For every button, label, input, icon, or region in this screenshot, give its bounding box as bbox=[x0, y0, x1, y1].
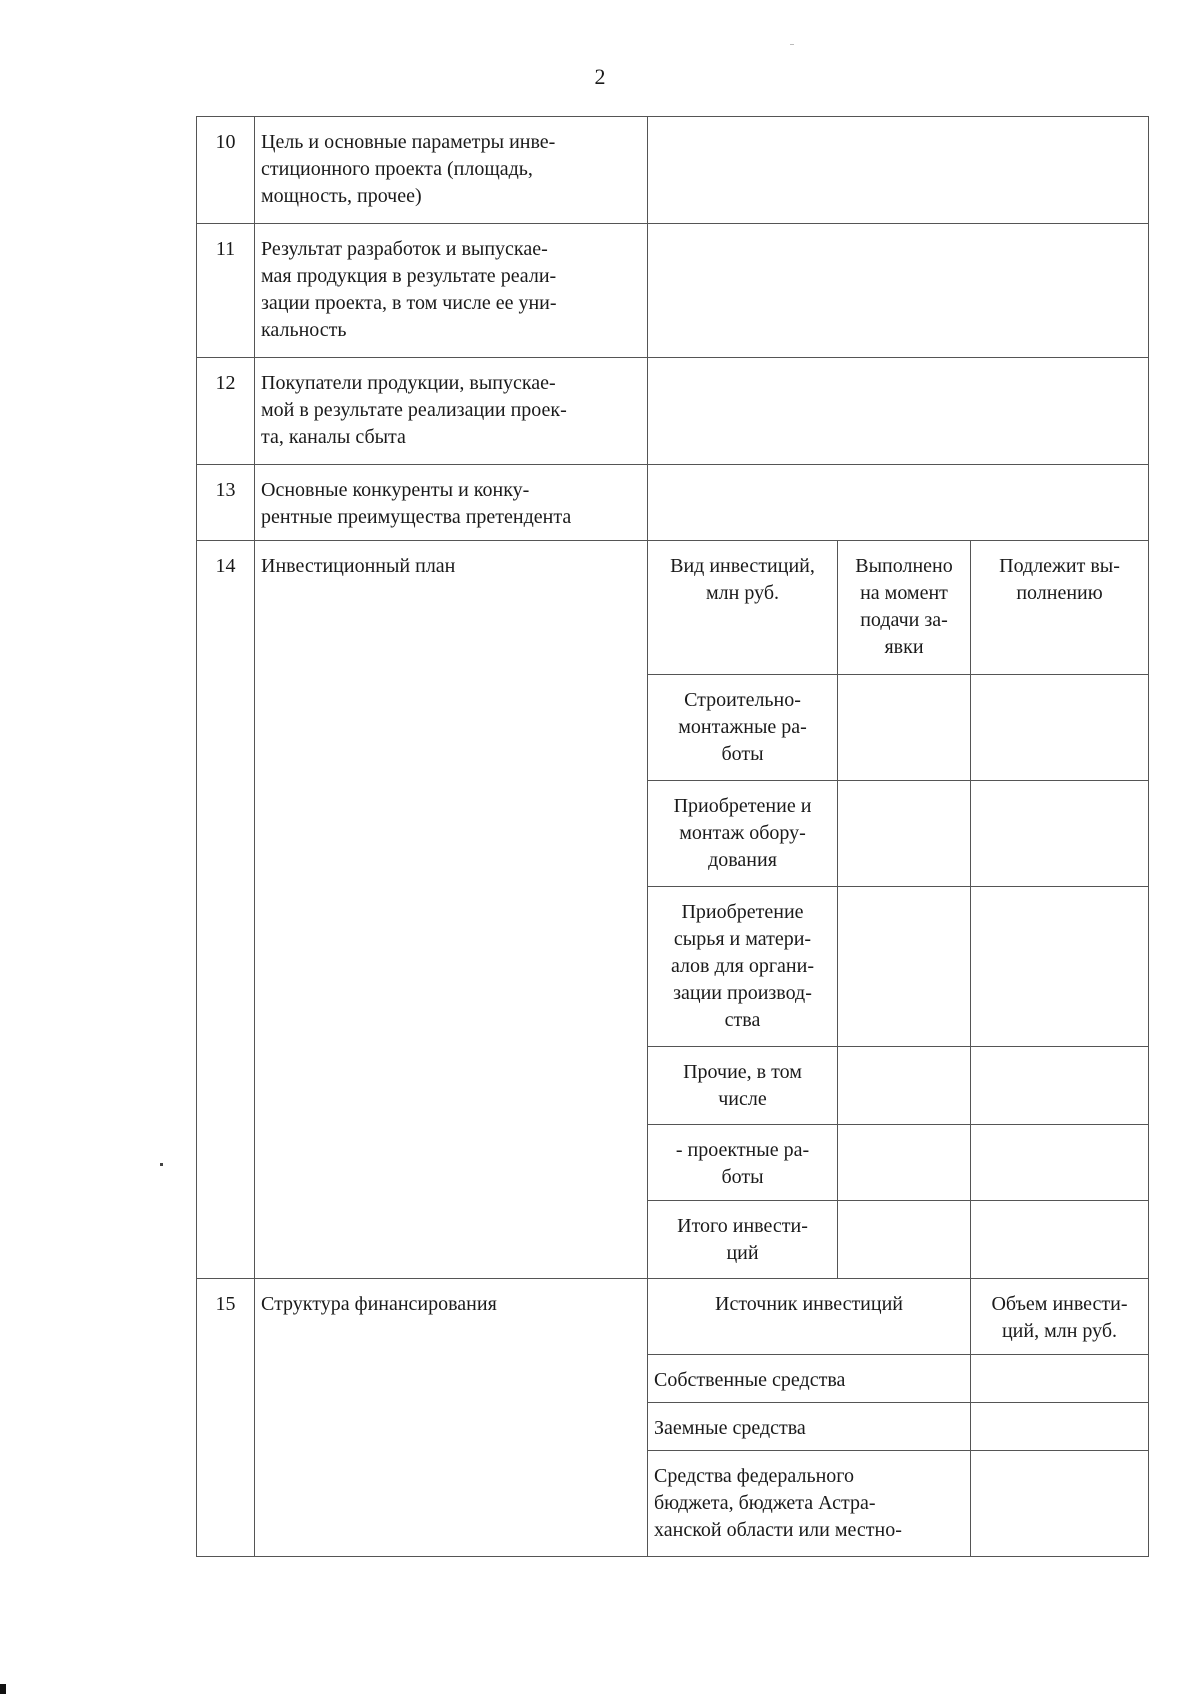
column-header-investment-type: Вид инвестиций, млн руб. bbox=[648, 541, 838, 675]
row-label: Основные конкуренты и конку- рентные преимущества претендента bbox=[255, 465, 648, 541]
row-label: Инвестиционный план bbox=[255, 541, 648, 1279]
funding-source-label: Заемные средства bbox=[648, 1403, 971, 1451]
scan-speck bbox=[790, 44, 794, 45]
investment-item-label: Приобретение сырья и матери- алов для органи- зации производ- ства bbox=[648, 887, 838, 1047]
row-label: Структура финансирования bbox=[255, 1279, 648, 1557]
table-row bbox=[197, 1279, 1149, 1355]
column-header-to-be-completed: Подлежит вы- полнению bbox=[971, 541, 1149, 675]
investment-item-label: Приобретение и монтаж обору- дования bbox=[648, 781, 838, 887]
completed-value-field[interactable] bbox=[838, 1047, 971, 1125]
completed-total-field[interactable] bbox=[838, 1201, 971, 1279]
application-form-table bbox=[196, 116, 1149, 1557]
funding-amount-field[interactable] bbox=[971, 1355, 1149, 1403]
table-row bbox=[197, 541, 1149, 675]
row-number: 13 bbox=[197, 465, 255, 541]
investment-item-label: Прочие, в том числе bbox=[648, 1047, 838, 1125]
row-number: 11 bbox=[197, 224, 255, 358]
answer-field[interactable] bbox=[648, 224, 1149, 358]
page-number: 2 bbox=[594, 64, 606, 89]
completed-value-field[interactable] bbox=[838, 887, 971, 1047]
scan-edge-mark bbox=[0, 1684, 6, 1694]
investment-total-label: Итого инвести- ций bbox=[648, 1201, 838, 1279]
planned-total-field[interactable] bbox=[971, 1201, 1149, 1279]
column-header-amount: Объем инвести- ций, млн руб. bbox=[971, 1279, 1149, 1355]
investment-item-label: - проектные ра- боты bbox=[648, 1125, 838, 1201]
answer-field[interactable] bbox=[648, 465, 1149, 541]
row-label: Цель и основные параметры инве- стиционного проекта (площадь, мощность, прочее) bbox=[255, 117, 648, 224]
funding-amount-field[interactable] bbox=[971, 1403, 1149, 1451]
funding-amount-field[interactable] bbox=[971, 1451, 1149, 1557]
table-row bbox=[197, 224, 1149, 358]
planned-value-field[interactable] bbox=[971, 675, 1149, 781]
table-row bbox=[197, 117, 1149, 224]
completed-value-field[interactable] bbox=[838, 781, 971, 887]
row-label: Покупатели продукции, выпускае- мой в результате реализации проек- та, каналы сбыта bbox=[255, 358, 648, 465]
table-row bbox=[197, 358, 1149, 465]
funding-source-label: Средства федерального бюджета, бюджета Астра- ханской области или местно- bbox=[648, 1451, 971, 1557]
completed-value-field[interactable] bbox=[838, 675, 971, 781]
row-number: 12 bbox=[197, 358, 255, 465]
row-label: Результат разработок и выпускае- мая продукция в результате реали- зации проекта, в том числе ее уни- кальность bbox=[255, 224, 648, 358]
scan-speck bbox=[160, 1163, 163, 1166]
answer-field[interactable] bbox=[648, 358, 1149, 465]
answer-field[interactable] bbox=[648, 117, 1149, 224]
table-row bbox=[197, 465, 1149, 541]
planned-value-field[interactable] bbox=[971, 781, 1149, 887]
column-header-completed: Выполнено на момент подачи за- явки bbox=[838, 541, 971, 675]
planned-value-field[interactable] bbox=[971, 1047, 1149, 1125]
row-number: 10 bbox=[197, 117, 255, 224]
planned-value-field[interactable] bbox=[971, 1125, 1149, 1201]
investment-item-label: Строительно- монтажные ра- боты bbox=[648, 675, 838, 781]
column-header-source: Источник инвестиций bbox=[648, 1279, 971, 1355]
funding-source-label: Собственные средства bbox=[648, 1355, 971, 1403]
completed-value-field[interactable] bbox=[838, 1125, 971, 1201]
planned-value-field[interactable] bbox=[971, 887, 1149, 1047]
row-number: 14 bbox=[197, 541, 255, 1279]
row-number: 15 bbox=[197, 1279, 255, 1557]
